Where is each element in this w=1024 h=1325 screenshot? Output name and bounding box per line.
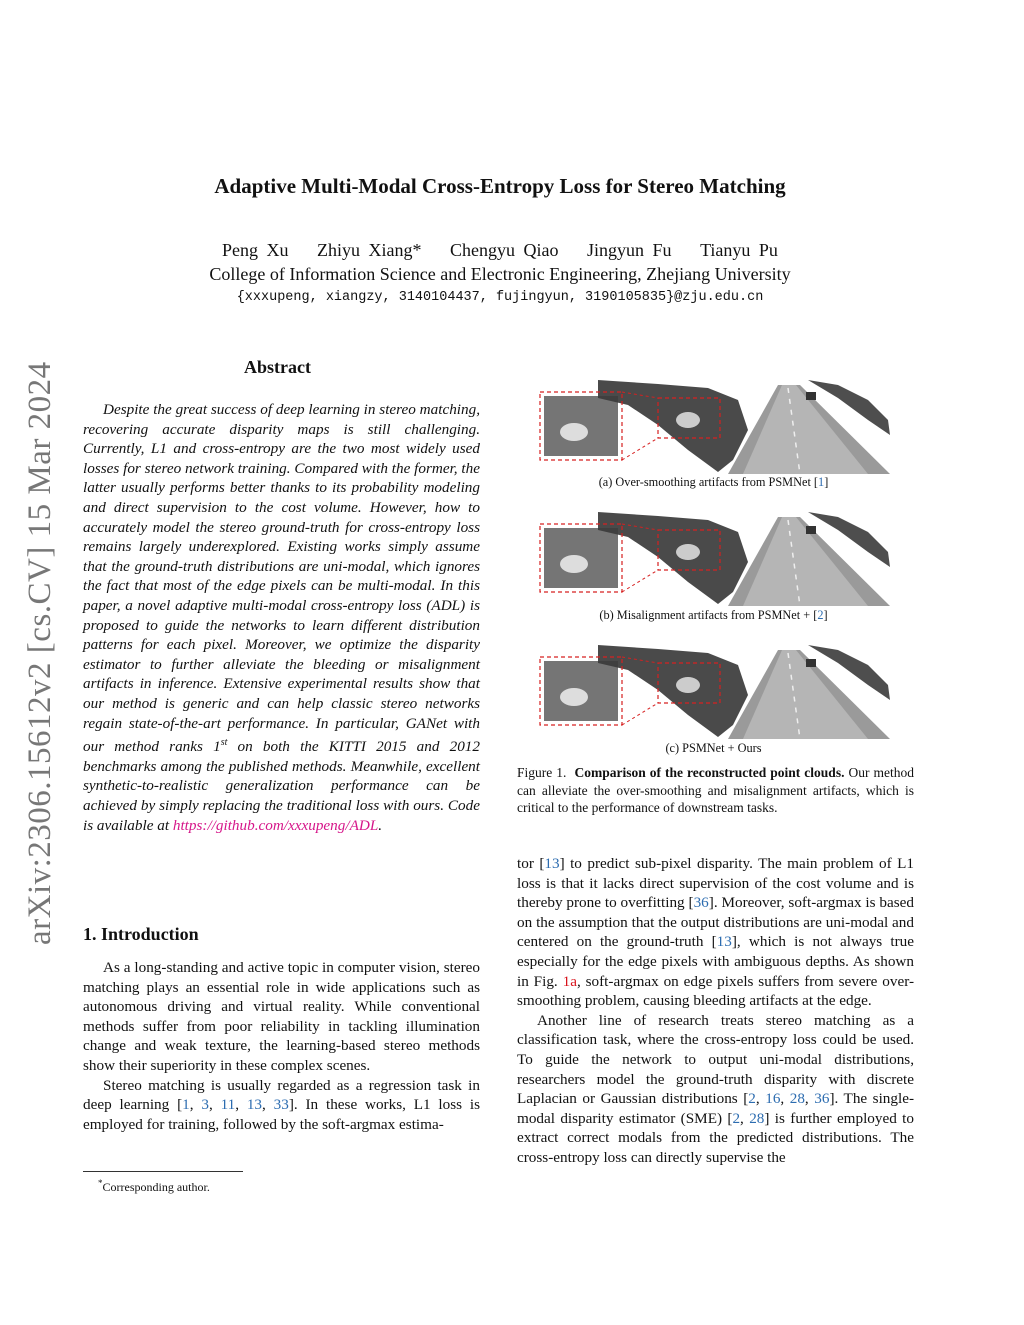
intro-text: Stereo matching is usually regarded as a regression task in deep learning [ bbox=[83, 1076, 480, 1114]
author-name: Zhiyu Xiang* bbox=[317, 240, 422, 260]
figure-caption-bold: Comparison of the reconstructed point clouds. bbox=[574, 765, 845, 780]
zoom-inset bbox=[544, 396, 618, 456]
point-cloud-image bbox=[598, 380, 890, 474]
figure-caption bbox=[517, 764, 914, 817]
body-text: ] to predict sub-pixel disparity. The main problem of L1 loss is that it lacks direct supervision of the cost volume and is thereby prone to overfitting [ bbox=[517, 855, 915, 912]
body-text: Another line of research treats stereo matching as a classification task, where the cross-entropy loss could be used. To guide the network to output uni-modal distributions, researchers model the ground-truth disparity with discrete Laplacian or Gaussian distributions [ bbox=[517, 1011, 914, 1108]
citation-link[interactable]: 2 bbox=[748, 1090, 756, 1108]
citation-link[interactable]: 2 bbox=[817, 608, 824, 622]
footnote-marker: * bbox=[98, 1178, 103, 1188]
citation-link[interactable]: 1 bbox=[182, 1096, 190, 1114]
author-emails: {xxxupeng, xiangzy, 3140104437, fujingyun, 3190105835}@zju.edu.cn bbox=[236, 290, 764, 305]
intro-paragraph: As a long-standing and active topic in computer vision, stereo matching plays an essential role in wide applications such as autonomous driving and virtual reality. While conventional methods suffer from poor reliability in tackling illumination change and weak texture, the learning-based stereo methods show their superiority in these complex scenes. bbox=[83, 959, 480, 1074]
body-text: ]. Moreover, soft-argmax is based on the assumption that the output distributions are uni-modal and centered on the ground-truth [ bbox=[517, 894, 914, 951]
intro-paragraph: Stereo matching is usually regarded as a regression task in deep learning [1, 3, 11, 13, 33]. In these works, L1 loss is employed for training, followed by the soft-argmax estima- bbox=[83, 1076, 481, 1133]
rank-superscript: st bbox=[220, 737, 228, 749]
figure-label: Figure 1. bbox=[517, 765, 567, 780]
subcaption-text: (b) Misalignment artifacts from PSMNet + [ bbox=[599, 608, 818, 622]
author-name: Peng Xu bbox=[222, 240, 289, 260]
zoom-connector bbox=[622, 438, 658, 460]
subcaption-bracket: ] bbox=[824, 475, 829, 489]
figure-panel-b bbox=[538, 512, 890, 606]
citation-link[interactable]: 36 bbox=[814, 1090, 830, 1108]
zoom-inset bbox=[544, 528, 618, 588]
author-name: Jingyun Fu bbox=[587, 240, 672, 260]
citation-link[interactable]: 13 bbox=[716, 933, 732, 951]
citation-link[interactable]: 2 bbox=[732, 1109, 741, 1127]
citation-link[interactable]: 11 bbox=[220, 1096, 236, 1114]
body-paragraph bbox=[517, 854, 914, 1011]
subfigure-caption-c: (c) PSMNet + Ours bbox=[665, 741, 762, 755]
code-link[interactable]: https://github.com/xxxupeng/ADL bbox=[172, 816, 379, 834]
abstract-text-continued: on both the KITTI 2015 and 2012 benchmarks among the published methods. Meanwhile, excellent synthetic-to-realistic generalization performance can be achieved by simply replacing the traditional loss with ours. Code is available at bbox=[83, 738, 480, 834]
paper-title: Adaptive Multi-Modal Cross-Entropy Loss for Stereo Matching bbox=[214, 174, 786, 198]
point-cloud-image bbox=[598, 645, 890, 739]
citation-link[interactable]: 36 bbox=[693, 894, 709, 912]
body-paragraph: Another line of research treats stereo matching as a classification task, where the cross-entropy loss could be used. To guide the network to output uni-modal distributions, researchers model the ground-truth disparity with discrete Laplacian or Gaussian distributions [2, 16, 28, 36]. The single-modal disparity estimator (SME) [2, 28] is further employed to extract correct modals from the predicted distributions. The cross-entropy loss can directly supervise the bbox=[517, 1011, 915, 1166]
body-text: , soft-argmax on edge pixels suffers from severe over-smoothing problem, causing bleeding artifacts at the edge. bbox=[517, 972, 915, 1010]
intro-text: ]. In these works, L1 loss is employed for training, followed by the soft-argmax estima- bbox=[83, 1096, 481, 1133]
citation-link[interactable]: 13 bbox=[544, 855, 560, 872]
footnote-divider bbox=[83, 1171, 243, 1172]
zoom-connector bbox=[622, 570, 658, 592]
zoom-inset bbox=[676, 544, 700, 560]
subfigure-caption-b bbox=[515, 608, 912, 623]
body-text: ] is further employed to extract correct modals from the predicted distributions. The cross-entropy loss can directly supervise the bbox=[517, 1109, 914, 1166]
author-list bbox=[0, 240, 1000, 261]
citation-link[interactable]: 16 bbox=[765, 1090, 781, 1108]
point-cloud-image bbox=[598, 512, 890, 606]
subfigure-caption-a bbox=[515, 475, 912, 490]
citation-link[interactable]: 28 bbox=[789, 1090, 805, 1108]
author-name: Tianyu Pu bbox=[700, 240, 778, 260]
body-text: ], which is not always true especially for the edge pixels with ambiguous depths. As shown in Fig. bbox=[517, 933, 914, 990]
footnote bbox=[98, 1178, 210, 1195]
zoom-inset bbox=[676, 677, 700, 693]
citation-link[interactable]: 3 bbox=[201, 1096, 209, 1114]
abstract-body bbox=[83, 400, 480, 835]
zoom-inset bbox=[544, 661, 618, 721]
figure-panel-a bbox=[538, 380, 890, 474]
citation-link[interactable]: 28 bbox=[749, 1109, 765, 1127]
body-text: ]. The single-modal disparity estimator (SME) [ bbox=[517, 1090, 915, 1127]
abstract-heading: Abstract bbox=[244, 357, 311, 377]
right-column-body bbox=[517, 854, 914, 1168]
introduction-body bbox=[83, 958, 480, 1134]
affiliation: College of Information Science and Electronic Engineering, Zhejiang University bbox=[209, 264, 791, 284]
citation-link[interactable]: 13 bbox=[246, 1096, 263, 1114]
author-name: Chengyu Qiao bbox=[450, 240, 559, 260]
zoom-connector bbox=[622, 703, 658, 725]
figure-ref-link[interactable]: 1a bbox=[562, 972, 577, 990]
citation-link[interactable]: 33 bbox=[273, 1096, 289, 1114]
subcaption-text: (a) Over-smoothing artifacts from PSMNet [ bbox=[598, 475, 819, 489]
zoom-inset bbox=[676, 412, 700, 428]
introduction-heading: 1. Introduction bbox=[83, 924, 199, 944]
footnote-text: Corresponding author. bbox=[102, 1180, 210, 1194]
abstract-text: Despite the great success of deep learning in stereo matching, recovering accurate disparity maps is still challenging. Currently, L1 and cross-entropy are the two most widely used losses for stereo network training. Compared with the former, the latter usually performs better thanks to its probability modeling and direct supervision to the cost volume. However, how to accurately model the stereo ground-truth for cross-entropy loss remains largely underexplored. Existing works simply assume that the ground-truth distributions are uni-modal, which ignores the fact that most of the edge pixels can be multi-modal. In this paper, a novel adaptive multi-modal cross-entropy loss (ADL) is proposed to guide the networks to learn different distribution patterns for each pixel. Moreover, we optimize the disparity estimator to further alleviate the bleeding or misalignment artifacts in inference. Extensive experimental results show that our method is generic and can help classic stereo networks regain state-of-the-art performance. In particular, GANet with our method ranks 1 bbox=[83, 401, 480, 756]
arxiv-identifier: arXiv:2306.15612v2 [cs.CV] 15 Mar 2024 bbox=[22, 361, 58, 945]
figure-panel-c bbox=[538, 645, 890, 739]
abstract-end: . bbox=[378, 816, 383, 834]
citation-link[interactable]: 1 bbox=[818, 475, 825, 489]
figure-caption-text: Our method can alleviate the over-smoothing and misalignment artifacts, which is critical to the performance of downstream tasks. bbox=[517, 765, 914, 815]
body-text: tor [ bbox=[517, 855, 545, 872]
subcaption-bracket: ] bbox=[823, 608, 828, 622]
